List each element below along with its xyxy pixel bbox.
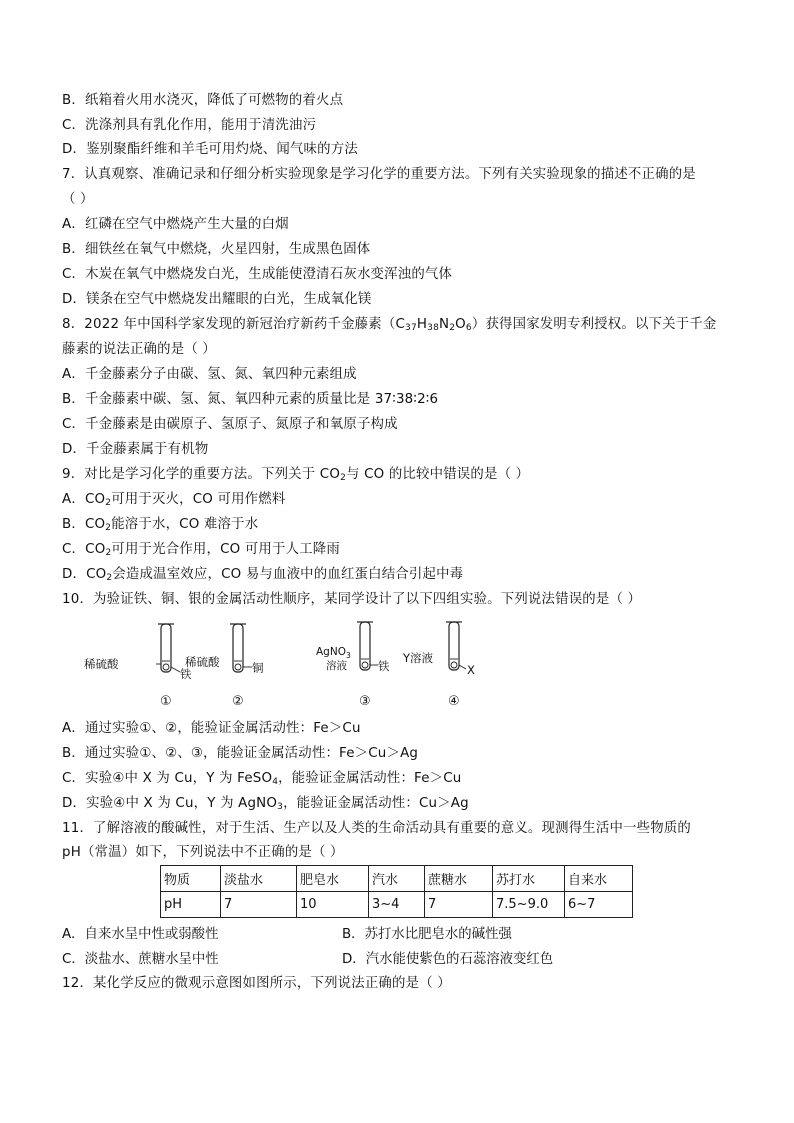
- table-cell: 物质: [161, 866, 221, 892]
- table-cell: 自来水: [565, 866, 633, 892]
- q10-option-d: [62, 795, 469, 813]
- table-cell: 6~7: [565, 892, 633, 918]
- q10-option-a: A．通过实验①、②，能验证金属活动性：Fe＞Cu: [62, 721, 361, 736]
- test-tube-2: [185, 624, 264, 709]
- test-tube-3: [316, 622, 390, 709]
- q7-option-c: C．木炭在氧气中燃烧发白光，生成能使澄清石灰水变浑浊的气体: [62, 267, 453, 282]
- formula-sub: 2: [105, 548, 112, 558]
- q8-option-d: D．千金藤素属于有机物: [62, 442, 209, 457]
- table-cell: pH: [161, 892, 221, 918]
- q6-option-d: D．鉴别聚酯纤维和羊毛可用灼烧、闻气味的方法: [62, 142, 358, 157]
- q11-option-c: C．淡盐水、蔗糖水呈中性: [62, 952, 219, 967]
- tube4-number: ④: [448, 694, 460, 709]
- q12-stem: 12．某化学反应的微观示意图如图所示，下列说法正确的是（ ）: [62, 976, 451, 991]
- formula-element: H: [416, 317, 428, 332]
- tube3-number: ③: [359, 694, 371, 709]
- table-cell: 7: [221, 892, 297, 918]
- test-tube-4: [402, 622, 475, 709]
- option-text: 可用于灭火，CO 可用作燃料: [111, 492, 286, 507]
- option-text: 会造成温室效应，CO 易与血液中的血红蛋白结合引起中毒: [112, 567, 464, 582]
- formula-sub: 2: [105, 498, 112, 508]
- tube1-number: ①: [160, 694, 172, 709]
- option-text: B．CO: [62, 517, 106, 532]
- option-text: 能溶于水，CO 难溶于水: [111, 517, 259, 532]
- formula-sub: 2: [340, 473, 347, 483]
- table-cell: 汽水: [369, 866, 425, 892]
- q8-option-a: A．千金藤素分子由碳、氢、氮、氧四种元素组成: [62, 367, 357, 382]
- tube2-liquid-label: 稀硫酸: [185, 655, 220, 669]
- formula-sub: 2: [449, 323, 456, 333]
- table-cell: 蔗糖水: [425, 866, 493, 892]
- option-text: ，能验证金属活动性：Cu＞Ag: [283, 796, 469, 811]
- tube3-liquid-label: AgNO$_3$: [316, 646, 351, 660]
- q9-option-d: [62, 566, 463, 584]
- formula-element: N: [439, 317, 450, 332]
- q11-stem-line2: pH（常温）如下，下列说法中不正确的是（ ）: [62, 845, 344, 860]
- formula-sub: 2: [106, 573, 113, 583]
- table-row: [161, 866, 633, 892]
- formula-sub: 6: [465, 323, 472, 333]
- tube3-metal-label: 铁: [378, 659, 390, 673]
- table-cell: 7.5~9.0: [493, 892, 565, 918]
- formula-sub: 2: [105, 523, 112, 533]
- q11-stem-line1: 11．了解溶液的酸碱性，对于生活、生产以及人类的生命活动具有重要的意义。现测得生活中一些物质的: [62, 821, 692, 836]
- q9-stem-text: 与 CO 的比较中错误的是（ ）: [346, 467, 530, 482]
- test-tube-1: [84, 624, 192, 709]
- option-text: D．实验④中 X 为 Cu，Y 为 AgNO: [62, 796, 278, 811]
- q10-stem: 10．为验证铁、铜、银的金属活动性顺序，某同学设计了以下四组实验。下列说法错误的是（ ）: [62, 592, 642, 607]
- q9-stem: [62, 466, 529, 484]
- formula-sub: 37: [405, 323, 417, 333]
- tube2-metal-label: 铜: [252, 661, 264, 675]
- q9-option-b: [62, 516, 258, 534]
- q8-stem-text: ）获得国家发明专利授权。以下关于千金: [471, 317, 717, 332]
- q9-option-a: [62, 491, 285, 509]
- table-cell: 淡盐水: [221, 866, 297, 892]
- q7-option-a: A．红磷在空气中燃烧产生大量的白烟: [62, 217, 289, 232]
- q7-stem: 7．认真观察、准确记录和仔细分析实验现象是学习化学的重要方法。下列有关实验现象的描述不正确的是: [62, 167, 696, 182]
- q7-answer-paren: （ ）: [62, 192, 94, 207]
- q8-stem-line1: [62, 316, 717, 334]
- option-text: C．实验④中 X 为 Cu，Y 为 FeSO: [62, 771, 273, 786]
- table-cell: 7: [425, 892, 493, 918]
- tube2-number: ②: [232, 694, 244, 709]
- table-cell: 苏打水: [493, 866, 565, 892]
- table-cell: 肥皂水: [297, 866, 369, 892]
- option-text: D．CO: [62, 567, 107, 582]
- formula-sub: 38: [427, 323, 440, 333]
- q10-experiment-figure: [70, 612, 510, 712]
- formula-sub: 3: [277, 802, 284, 812]
- q7-option-d: D．镁条在空气中燃烧发出耀眼的白光，生成氧化镁: [62, 292, 372, 307]
- q6-option-c: C．洗涤剂具有乳化作用，能用于清洗油污: [62, 118, 317, 133]
- q9-stem-text: 9．对比是学习化学的重要方法。下列关于 CO: [62, 467, 341, 482]
- q8-option-c: C．千金藤素是由碳原子、氢原子、氮原子和氧原子构成: [62, 417, 398, 432]
- q11-option-a: A．自来水呈中性或弱酸性: [62, 927, 219, 942]
- tube4-liquid-label: Y溶液: [403, 651, 434, 665]
- q11-option-b: B．苏打水比肥皂水的碱性强: [342, 927, 512, 942]
- table-row: [161, 892, 633, 918]
- tube4-metal-label: X: [467, 663, 475, 677]
- q8-option-b: B．千金藤素中碳、氢、氮、氧四种元素的质量比是 37∶38∶2∶6: [62, 392, 439, 407]
- option-text: C．CO: [62, 542, 106, 557]
- table-cell: 3~4: [369, 892, 425, 918]
- option-text: A．CO: [62, 492, 106, 507]
- tube1-liquid-label: 稀硫酸: [84, 657, 119, 671]
- tube3-liquid-label-2: 溶液: [326, 660, 347, 672]
- formula-sub: 4: [272, 777, 279, 787]
- q7-option-b: B．细铁丝在氧气中燃烧，火星四射，生成黑色固体: [62, 242, 371, 257]
- option-text: ，能验证金属活动性：Fe＞Cu: [278, 771, 462, 786]
- option-text: 可用于光合作用，CO 可用于人工降雨: [111, 542, 340, 557]
- table-cell: 10: [297, 892, 369, 918]
- q9-option-c: [62, 541, 340, 559]
- q11-option-d: D．汽水能使紫色的石蕊溶液变红色: [342, 952, 554, 967]
- tube1-metal-label: 铁: [180, 667, 192, 681]
- ph-table: [160, 865, 633, 918]
- q10-option-b: B．通过实验①、②、③，能验证金属活动性：Fe＞Cu＞Ag: [62, 746, 419, 761]
- formula-element: O: [455, 317, 466, 332]
- q10-option-c: [62, 770, 462, 788]
- q8-stem-text: 8．2022 年中国科学家发现的新冠治疗新药千金藤素（C: [62, 317, 406, 332]
- q8-stem-line2: 藤素的说法正确的是（ ）: [62, 342, 216, 357]
- q6-option-b: B．纸箱着火用水浇灭，降低了可燃物的着火点: [62, 93, 344, 108]
